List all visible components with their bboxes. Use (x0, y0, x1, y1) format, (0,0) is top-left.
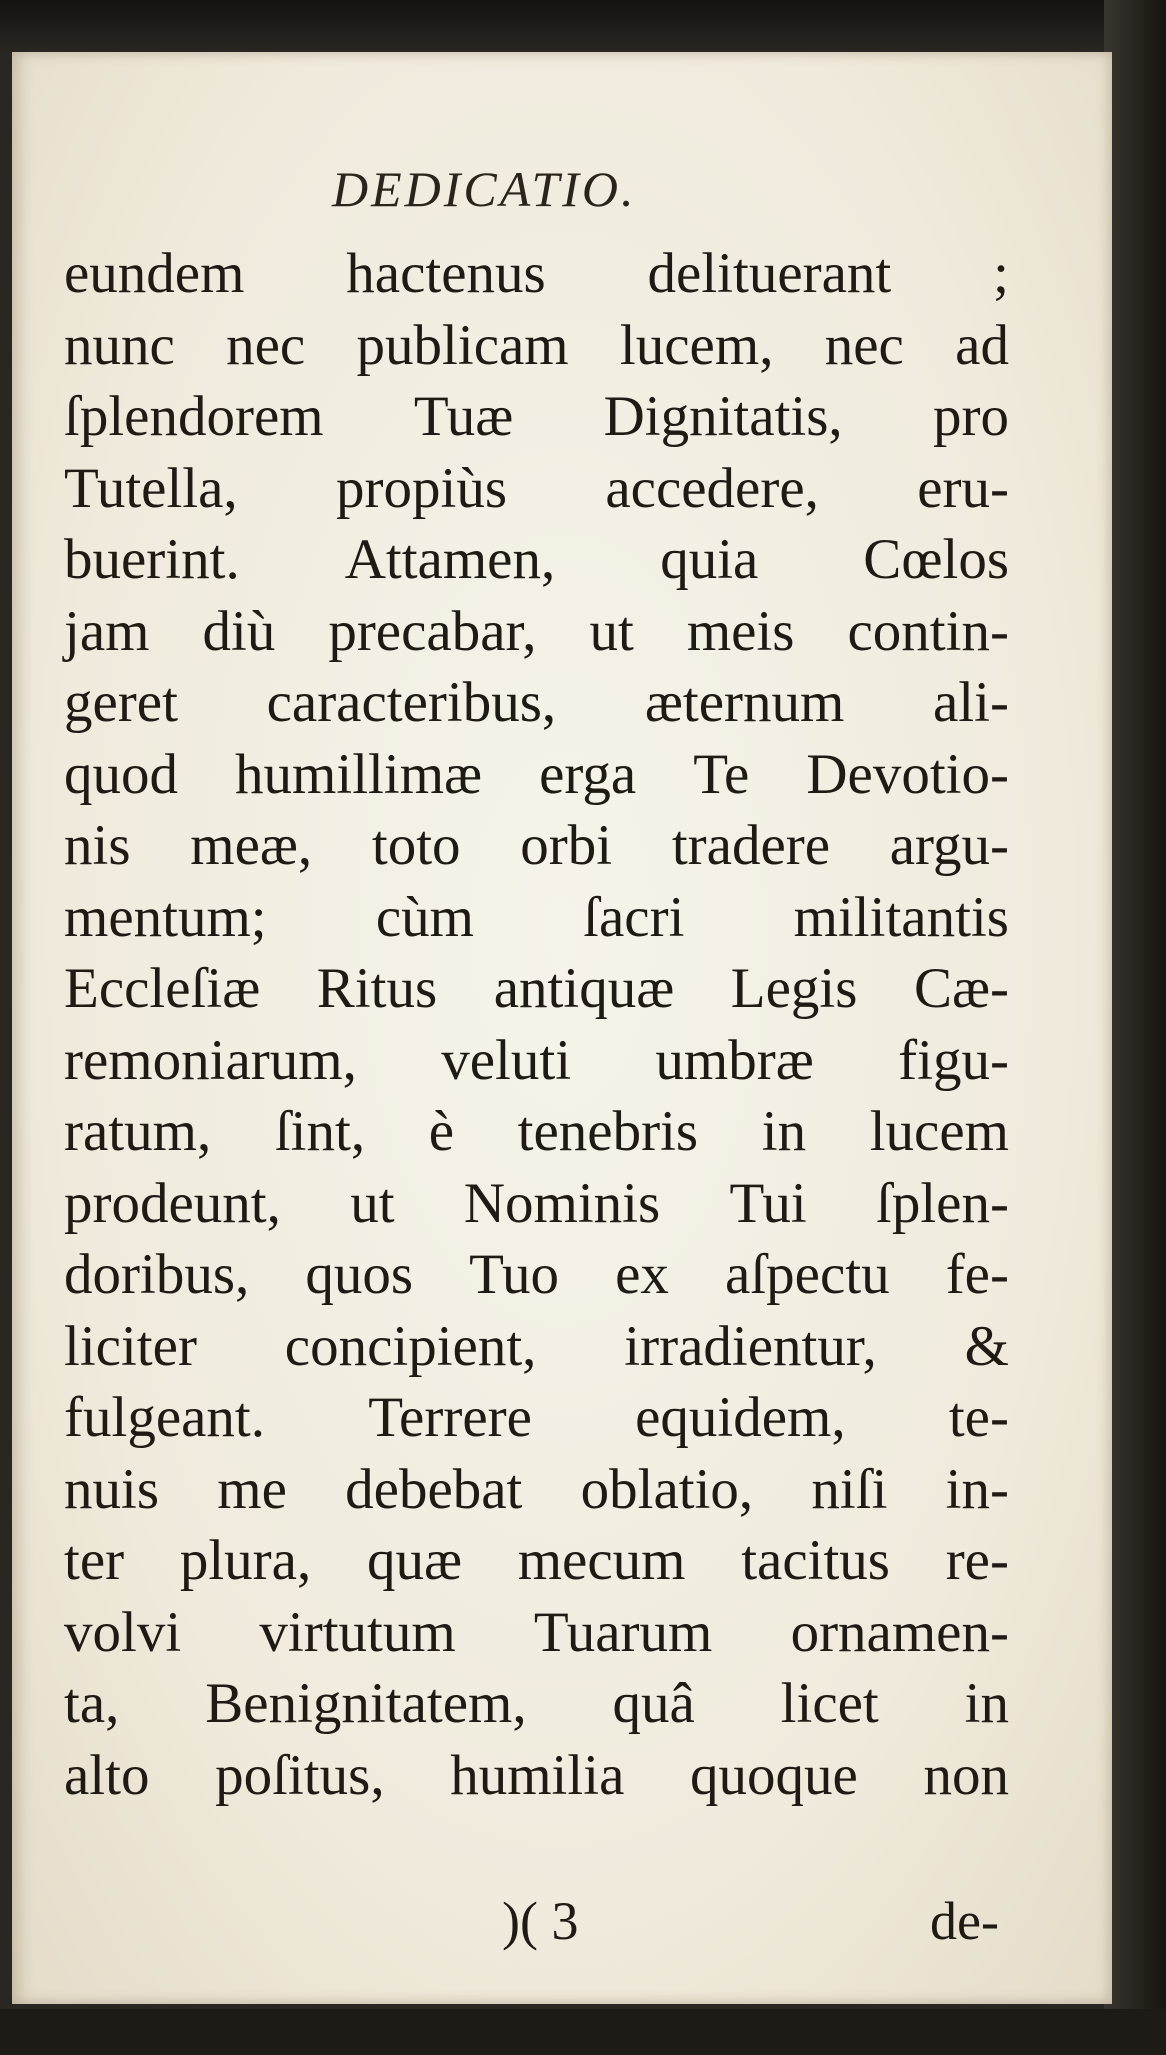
word: figu- (898, 1028, 1009, 1092)
word: fe- (945, 1243, 1009, 1306)
word: ſint, (274, 1100, 366, 1163)
word: veluti (441, 1028, 572, 1092)
word: quia (660, 528, 759, 591)
word: re- (945, 1529, 1009, 1592)
word: licet (780, 1672, 879, 1735)
word: humilia (450, 1743, 625, 1807)
word: umbræ (655, 1028, 814, 1092)
scan-border-right (1104, 0, 1166, 2055)
word: Te (693, 742, 750, 806)
signature-mark: )( 3 (502, 1891, 579, 1951)
word: in (964, 1672, 1009, 1735)
word: ut (350, 1171, 395, 1235)
word: quod (64, 742, 178, 806)
word: Tuarum (533, 1600, 713, 1664)
word: concipient, (284, 1314, 537, 1378)
word: tacitus (741, 1529, 890, 1592)
text-line (64, 1597, 1009, 1669)
text-line (64, 953, 1009, 1025)
word: diù (202, 599, 276, 663)
word: equidem, (635, 1386, 846, 1449)
word: precabar, (328, 599, 537, 663)
word: pro (933, 385, 1009, 448)
word: remoniarum, (64, 1028, 357, 1092)
scan-border-top (0, 0, 1166, 56)
word: ta, (64, 1672, 120, 1735)
word: propiùs (336, 456, 508, 520)
word: in- (945, 1457, 1009, 1521)
word: nuis (64, 1457, 160, 1521)
word: plura, (179, 1529, 312, 1592)
text-line (64, 1096, 1009, 1168)
text-line (64, 381, 1009, 453)
text-line (64, 453, 1009, 525)
word: erga (539, 742, 637, 806)
word: me (217, 1457, 287, 1521)
word: ; (993, 242, 1009, 305)
word: Cæ- (913, 957, 1009, 1020)
word: orbi (520, 814, 613, 877)
word: Devotio- (806, 742, 1009, 806)
book-page (12, 52, 1112, 2004)
word: ſplen- (875, 1171, 1009, 1235)
word: meis (686, 599, 795, 663)
word: Nominis (463, 1171, 661, 1235)
word: quoque (690, 1743, 858, 1807)
text-line (64, 1668, 1009, 1740)
word: quâ (612, 1672, 695, 1735)
word: antiquæ (493, 957, 675, 1020)
word: Cœlos (863, 528, 1009, 591)
text-line (64, 524, 1009, 596)
word: liciter (64, 1314, 197, 1378)
word: publicam (356, 313, 569, 377)
text-line (64, 1239, 1009, 1311)
word: aſpectu (725, 1243, 890, 1306)
word: te- (948, 1386, 1009, 1449)
word: cùm (375, 885, 474, 949)
word: Dignitatis, (603, 385, 843, 448)
word: poſitus, (215, 1743, 385, 1807)
word: ſplendorem (64, 385, 324, 448)
word: ad (955, 313, 1009, 377)
word: ſacri (583, 885, 685, 949)
word: volvi (64, 1600, 182, 1664)
word: ut (589, 599, 634, 663)
word: Tui (729, 1171, 807, 1235)
word: eru- (917, 456, 1009, 520)
running-head: DEDICATIO. (332, 161, 637, 217)
word: quos (305, 1243, 414, 1306)
word: è (428, 1100, 455, 1163)
word: mecum (517, 1529, 686, 1592)
text-line (64, 1454, 1009, 1526)
word: argu- (889, 814, 1009, 877)
catchword: de- (930, 1891, 999, 1951)
word: militantis (793, 885, 1009, 949)
word: quæ (366, 1529, 462, 1592)
word: Benignitatem, (205, 1672, 527, 1735)
word: Terrere (368, 1386, 532, 1449)
word: Tuæ (413, 385, 514, 448)
text-line (64, 810, 1009, 882)
word: lucem (869, 1100, 1009, 1163)
text-line (64, 1740, 1009, 1812)
word: oblatio, (580, 1457, 754, 1521)
word: ornamen- (790, 1600, 1009, 1664)
word: doribus, (64, 1243, 250, 1306)
word: contin- (847, 599, 1009, 663)
text-line (64, 882, 1009, 954)
word: mentum; (64, 885, 267, 949)
text-line (64, 1311, 1009, 1383)
word: prodeunt, (64, 1171, 281, 1235)
word: Tuo (469, 1243, 559, 1306)
text-line (64, 1168, 1009, 1240)
word: fulgeant. (64, 1386, 266, 1449)
word: accedere, (605, 456, 819, 520)
word: Tutella, (64, 456, 238, 520)
word: geret (64, 671, 178, 734)
word: humillimæ (235, 742, 483, 806)
text-line (64, 667, 1009, 739)
text-line (64, 739, 1009, 811)
word: ter (64, 1529, 125, 1592)
word: caracteribus, (266, 671, 557, 734)
word: irradientur, (624, 1314, 877, 1378)
word: lucem, (619, 313, 774, 377)
word: nunc (64, 313, 175, 377)
word: æternum (644, 671, 845, 734)
word: Eccleſiæ (64, 957, 261, 1020)
word: niſi (811, 1457, 888, 1521)
word: buerint. (64, 528, 240, 591)
word: alto (64, 1743, 150, 1807)
word: ex (615, 1243, 669, 1306)
word: hactenus (346, 242, 546, 305)
word: debebat (345, 1457, 523, 1521)
word: Attamen, (344, 528, 556, 591)
word: nec (824, 313, 904, 377)
word: in (761, 1100, 807, 1163)
text-line (64, 1025, 1009, 1097)
text-line (64, 1382, 1009, 1454)
word: tenebris (517, 1100, 699, 1163)
scan-border-bottom (0, 2009, 1166, 2055)
word: non (923, 1743, 1009, 1807)
word: ratum, (64, 1100, 212, 1163)
word: delituerant (647, 242, 892, 305)
word: & (964, 1314, 1009, 1378)
word: meæ, (190, 814, 313, 877)
word: Legis (730, 957, 858, 1020)
word: Ritus (316, 957, 438, 1020)
word: jam (64, 599, 150, 663)
text-line (64, 1525, 1009, 1597)
text-line (64, 238, 1009, 310)
word: ali- (933, 671, 1009, 734)
word: eundem (64, 242, 245, 305)
body-text (64, 238, 1009, 1811)
text-line (64, 310, 1009, 382)
word: nis (64, 814, 131, 877)
word: nec (226, 313, 306, 377)
text-line (64, 596, 1009, 668)
word: virtutum (259, 1600, 456, 1664)
word: toto (371, 814, 461, 877)
word: tradere (671, 814, 831, 877)
